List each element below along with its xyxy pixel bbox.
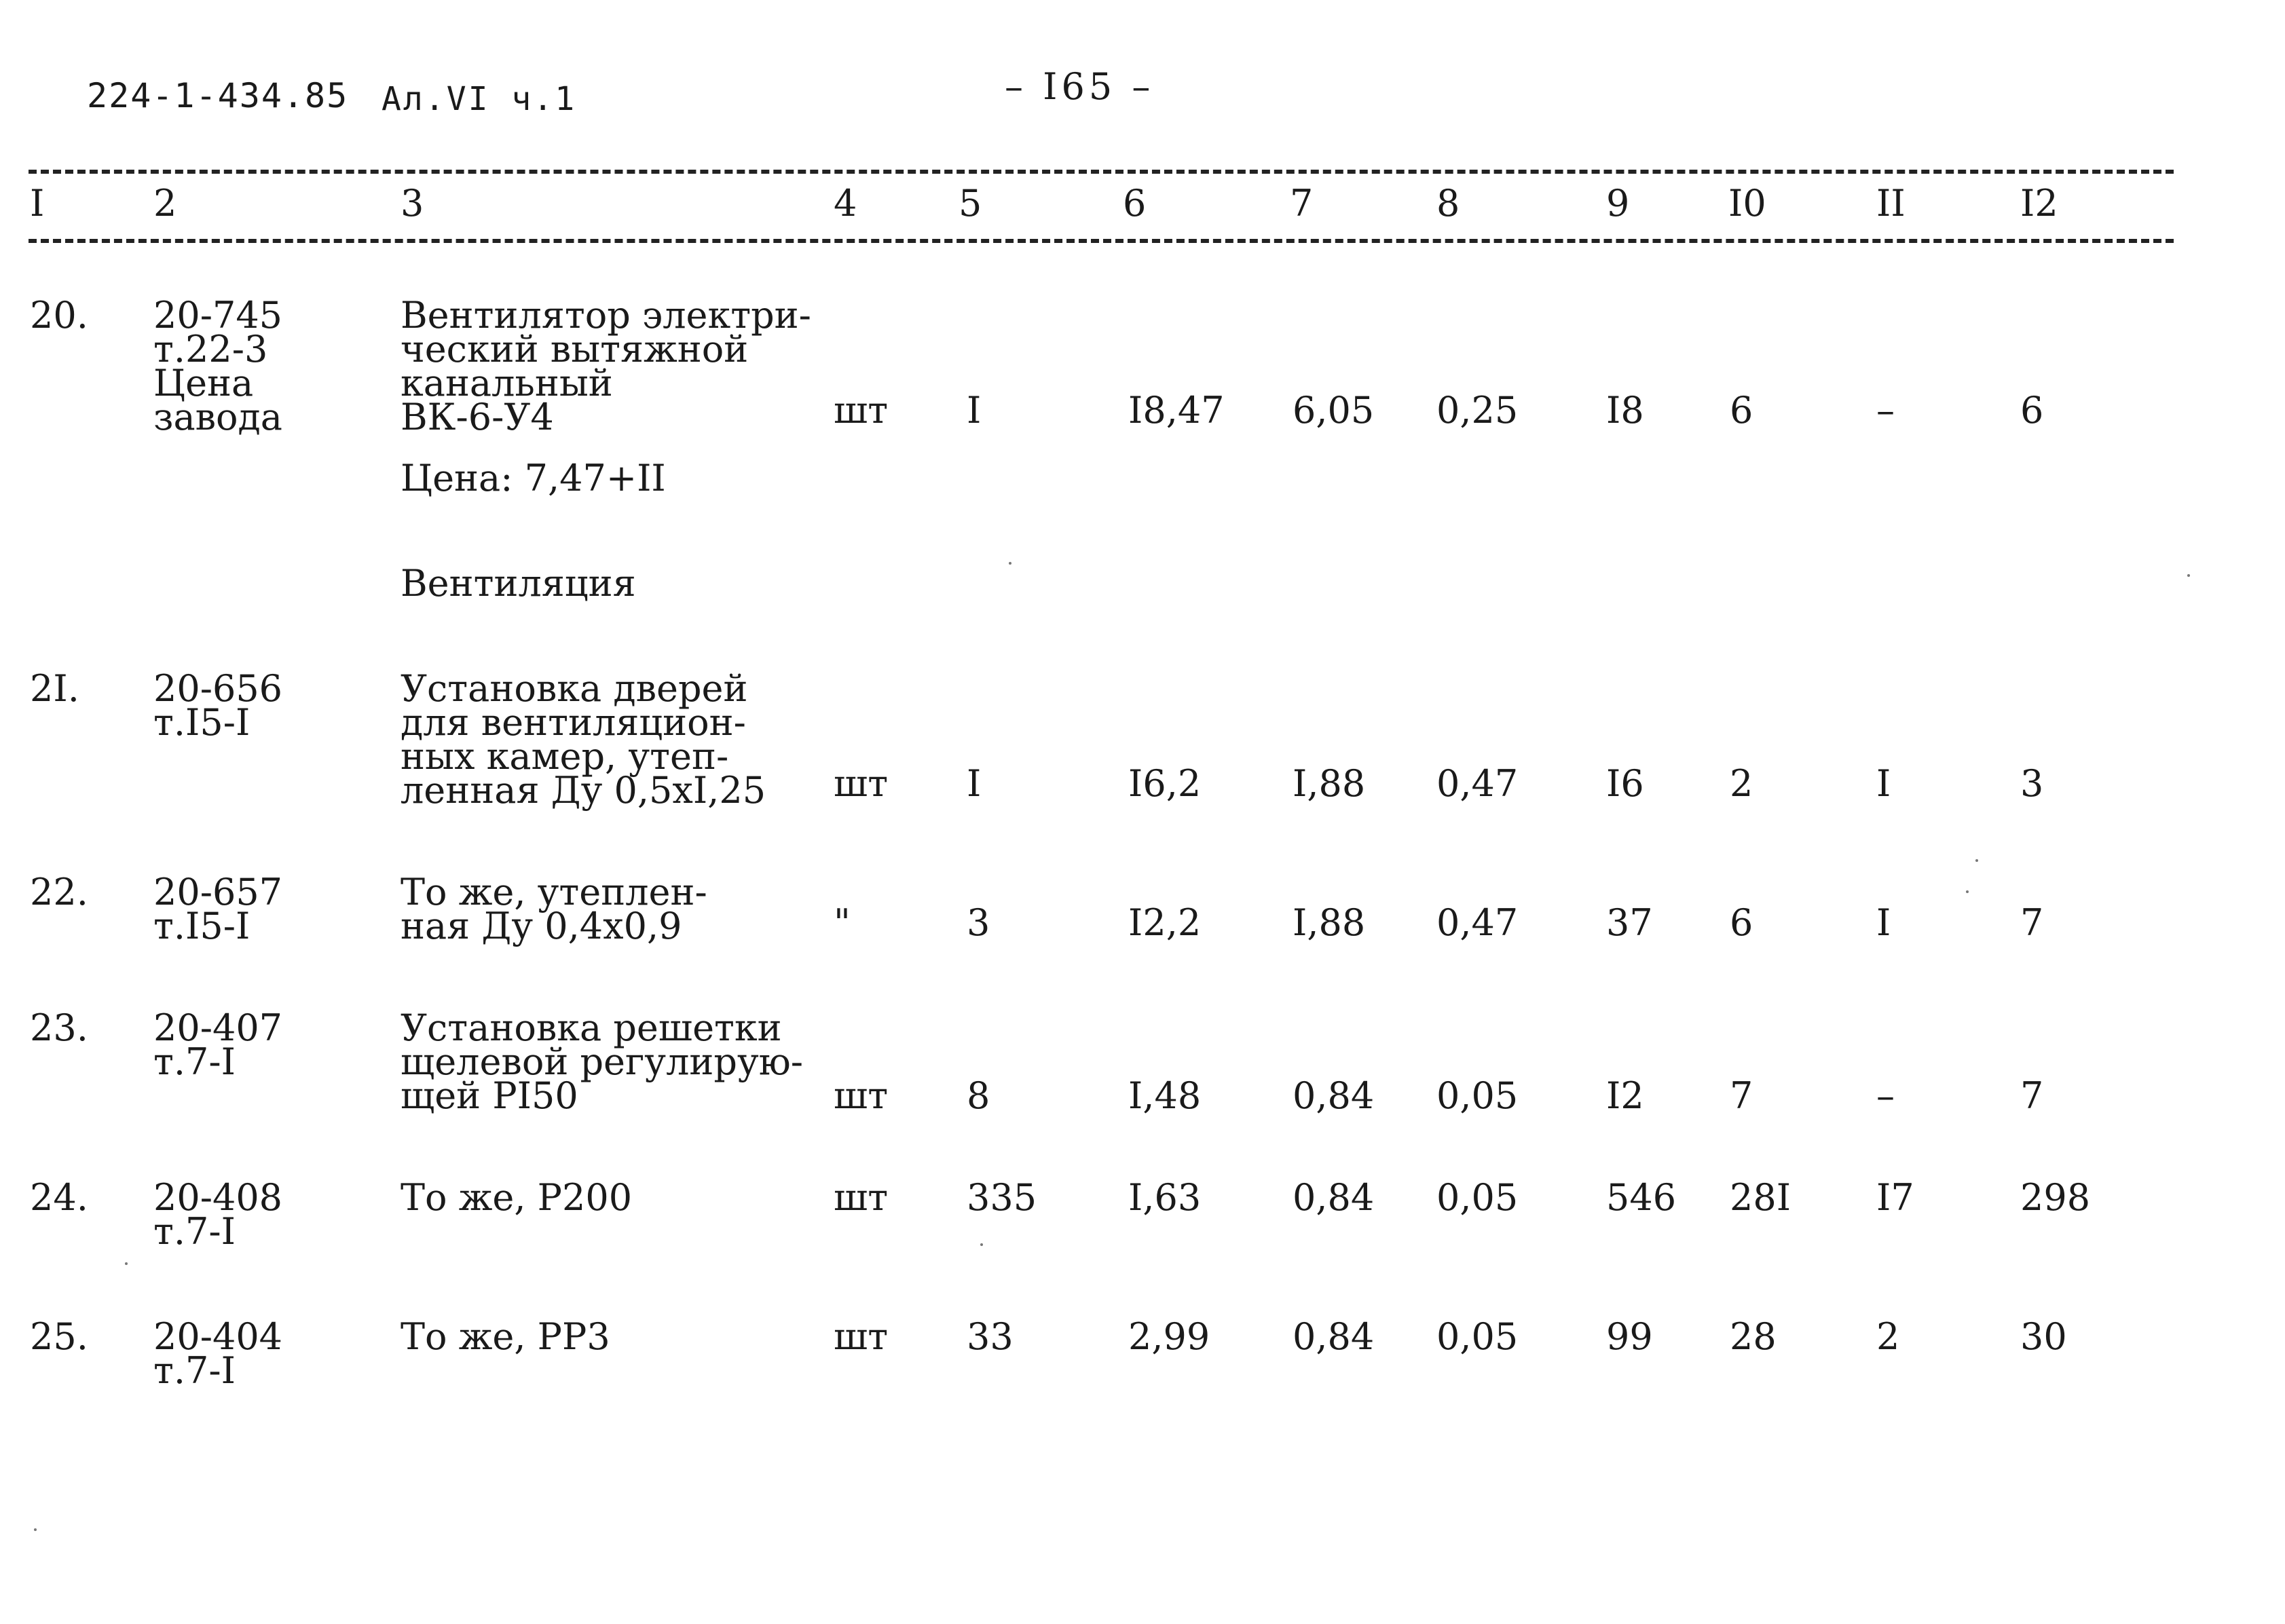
row-name: Установка решетки щелевой регулирую- щей PI50 (401, 1006, 803, 1117)
row-name: То же, РР3 (401, 1315, 610, 1358)
row-unit: " (834, 901, 851, 944)
row-col9: 37 (1606, 901, 1653, 944)
row-col6: 2,99 (1128, 1315, 1210, 1358)
row-col11: – (1876, 389, 1895, 432)
row-quantity: 335 (967, 1176, 1037, 1219)
row-name: То же, Р200 (401, 1176, 633, 1219)
row-name: То же, утеплен- ная Ду 0,4х0,9 (401, 871, 707, 947)
row-col11: I (1876, 901, 1891, 944)
row-col11: 2 (1876, 1315, 1900, 1358)
row-code: 20-408 т.7-I (153, 1176, 283, 1253)
row-quantity: I (967, 762, 982, 805)
row-col7: 6,05 (1293, 389, 1375, 432)
row-number: 20. (30, 294, 88, 337)
row-name: Вентилятор электри- ческий вытяжной канальный ВК-6-У4 (401, 294, 811, 438)
row-col8: 0,05 (1436, 1074, 1519, 1117)
row-col9: I8 (1606, 389, 1644, 432)
row-col7: I,88 (1293, 762, 1366, 805)
row-col12: 298 (2020, 1176, 2091, 1219)
row-unit: шт (834, 1315, 889, 1358)
album-reference: Ал.VI ч.1 (382, 80, 577, 118)
row-col6: I6,2 (1128, 762, 1202, 805)
row-number: 25. (30, 1315, 88, 1358)
column-header-11: II (1876, 182, 1906, 225)
page-number: – I65 – (1005, 65, 1155, 108)
document-code: 224-1-434.85 (87, 76, 349, 115)
header-top-rule (29, 170, 2174, 174)
row-unit: шт (834, 762, 889, 805)
row-col10: 28I (1730, 1176, 1791, 1219)
row-col9: 546 (1606, 1176, 1677, 1219)
row-col6: I,48 (1128, 1074, 1202, 1117)
row-number: 23. (30, 1006, 88, 1049)
row-col12: 30 (2020, 1315, 2067, 1358)
row-unit: шт (834, 1074, 889, 1117)
section-title: Вентиляция (401, 562, 636, 605)
row-col10: 6 (1730, 389, 1753, 432)
row-col10: 28 (1730, 1315, 1777, 1358)
column-header-7: 7 (1290, 182, 1314, 225)
column-header-9: 9 (1606, 182, 1630, 225)
row-col8: 0,05 (1436, 1176, 1519, 1219)
row-col10: 7 (1730, 1074, 1753, 1117)
row-code: 20-657 т.I5-I (153, 871, 283, 947)
row-col11: I (1876, 762, 1891, 805)
row-col7: 0,84 (1293, 1176, 1375, 1219)
row-col8: 0,47 (1436, 762, 1519, 805)
row-col12: 7 (2020, 1074, 2044, 1117)
column-header-12: I2 (2020, 182, 2058, 225)
column-header-8: 8 (1436, 182, 1460, 225)
row-col11: – (1876, 1074, 1895, 1117)
row-col7: 0,84 (1293, 1074, 1375, 1117)
row-number: 24. (30, 1176, 88, 1219)
row-col10: 2 (1730, 762, 1753, 805)
column-header-4: 4 (834, 182, 857, 225)
column-header-2: 2 (153, 182, 177, 225)
row-unit: шт (834, 1176, 889, 1219)
row-col6: I,63 (1128, 1176, 1202, 1219)
row-col8: 0,05 (1436, 1315, 1519, 1358)
header-bottom-rule (29, 239, 2174, 243)
row-unit: шт (834, 389, 889, 432)
row-code: 20-656 т.I5-I (153, 667, 283, 744)
row-name: Установка дверей для вентиляцион- ных камер, утеп- ленная Ду 0,5хI,25 (401, 667, 766, 812)
row-col6: I2,2 (1128, 901, 1202, 944)
row-col11: I7 (1876, 1176, 1914, 1219)
row-code: 20-407 т.7-I (153, 1006, 283, 1083)
row-quantity: 33 (967, 1315, 1014, 1358)
row-col9: 99 (1606, 1315, 1653, 1358)
column-header-10: I0 (1728, 182, 1766, 225)
row-col12: 6 (2020, 389, 2044, 432)
row-quantity: 8 (967, 1074, 990, 1117)
column-header-1: I (30, 182, 45, 225)
row-col12: 3 (2020, 762, 2044, 805)
row-col12: 7 (2020, 901, 2044, 944)
row-col6: I8,47 (1128, 389, 1225, 432)
row-code: 20-745 т.22-3 Цена завода (153, 294, 283, 438)
row-col7: I,88 (1293, 901, 1366, 944)
row-col8: 0,47 (1436, 901, 1519, 944)
row-number: 22. (30, 871, 88, 913)
column-header-5: 5 (959, 182, 982, 225)
column-header-6: 6 (1123, 182, 1147, 225)
column-header-3: 3 (401, 182, 424, 225)
row-col9: I6 (1606, 762, 1644, 805)
row-quantity: 3 (967, 901, 990, 944)
row-col9: I2 (1606, 1074, 1644, 1117)
row-number: 2I. (30, 667, 79, 710)
row-col8: 0,25 (1436, 389, 1519, 432)
row-col7: 0,84 (1293, 1315, 1375, 1358)
row-col10: 6 (1730, 901, 1753, 944)
price-note: Цена: 7,47+II (401, 457, 666, 499)
row-code: 20-404 т.7-I (153, 1315, 283, 1392)
row-quantity: I (967, 389, 982, 432)
